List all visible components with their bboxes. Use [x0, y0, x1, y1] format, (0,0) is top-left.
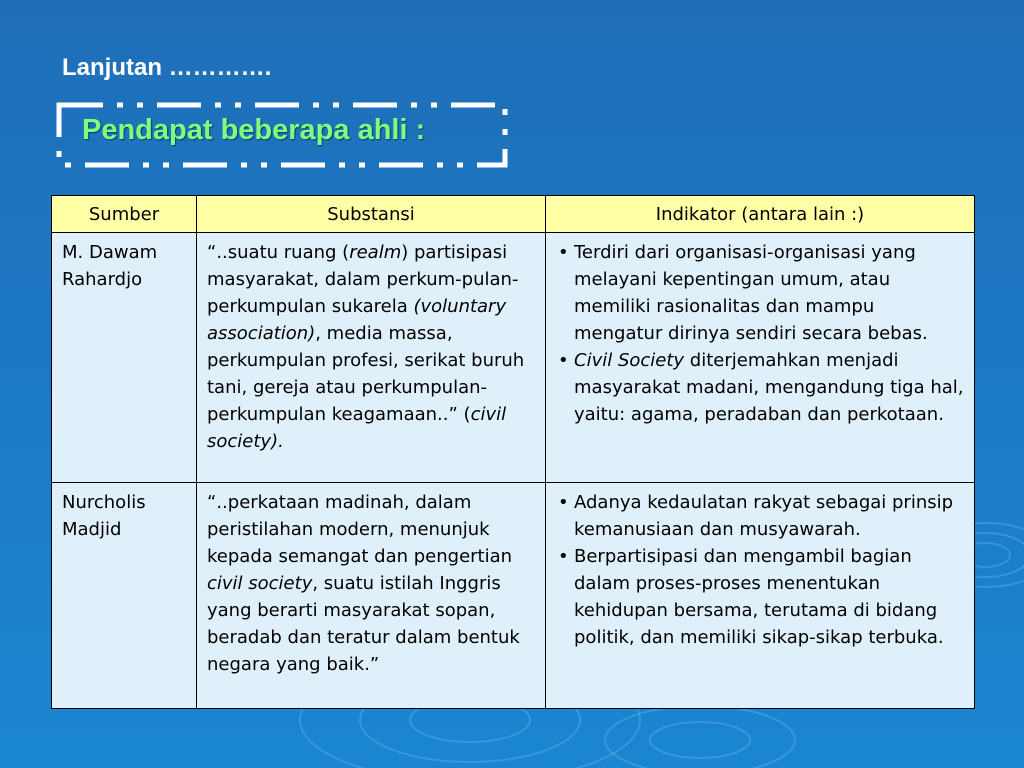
- header-substansi: Substansi: [197, 196, 546, 233]
- list-item: [556, 239, 965, 347]
- italic-text: civil society: [207, 573, 313, 594]
- text-run: ) partisipasi masyarakat, dalam perkum-pulan-perkumpulan sukarela: [207, 242, 519, 317]
- text-run: Terdiri dari organisasi-organisasi yang melayani kepentingan umum, atau memiliki rasionalitas dan mampu mengatur dirinya sendiri secara bebas.: [574, 242, 928, 344]
- indikator-list: [556, 489, 965, 651]
- cell-substansi: [197, 483, 546, 709]
- comparison-table: [51, 195, 975, 709]
- text-run: , media massa, perkumpulan profesi, serikat buruh tani, gereja atau perkumpulan-perkumpulan keagamaan..” (: [207, 323, 525, 425]
- text-run: “..suatu ruang (: [207, 242, 350, 263]
- text-run: , suatu istilah Inggris yang berarti masyarakat sopan, beradab dan teratur dalam bentuk negara yang baik.”: [207, 573, 520, 675]
- indikator-list: [556, 239, 965, 428]
- cell-indikator: [546, 233, 975, 483]
- list-item: [556, 347, 965, 428]
- text-run: Adanya kedaulatan rakyat sebagai prinsip kemanusiaan dan musyawarah.: [574, 492, 954, 540]
- cell-indikator: [546, 483, 975, 709]
- header-sumber: Sumber: [52, 196, 197, 233]
- table-row: [52, 483, 975, 709]
- text-run: diterjemahkan menjadi masyarakat madani, mengandung tiga hal, yaitu: agama, peradaban dan perkotaan.: [574, 350, 964, 425]
- italic-text: realm: [349, 242, 402, 263]
- list-item: [556, 489, 965, 543]
- italic-text: (voluntary association): [207, 296, 507, 344]
- text-run: “..perkataan madinah, dalam peristilahan modern, menunjuk kepada semangat dan pengertian: [207, 492, 513, 567]
- page-title: Pendapat beberapa ahli :: [82, 114, 426, 146]
- cell-substansi: [197, 233, 546, 483]
- pre-title: Lanjutan ………….: [62, 54, 272, 81]
- cell-sumber: Nurcholis Madjid: [52, 483, 197, 709]
- table-header-row: [52, 196, 975, 233]
- list-item: [556, 543, 965, 651]
- cell-sumber: M. Dawam Rahardjo: [52, 233, 197, 483]
- header-indikator: Indikator (antara lain :): [546, 196, 975, 233]
- text-run: Berpartisipasi dan mengambil bagian dalam proses-proses menentukan kehidupan bersama, terutama di bidang politik, dan memiliki sikap-sikap terbuka.: [574, 546, 944, 648]
- italic-text: civil society).: [207, 404, 507, 452]
- italic-text: Civil Society: [574, 350, 685, 371]
- table-row: [52, 233, 975, 483]
